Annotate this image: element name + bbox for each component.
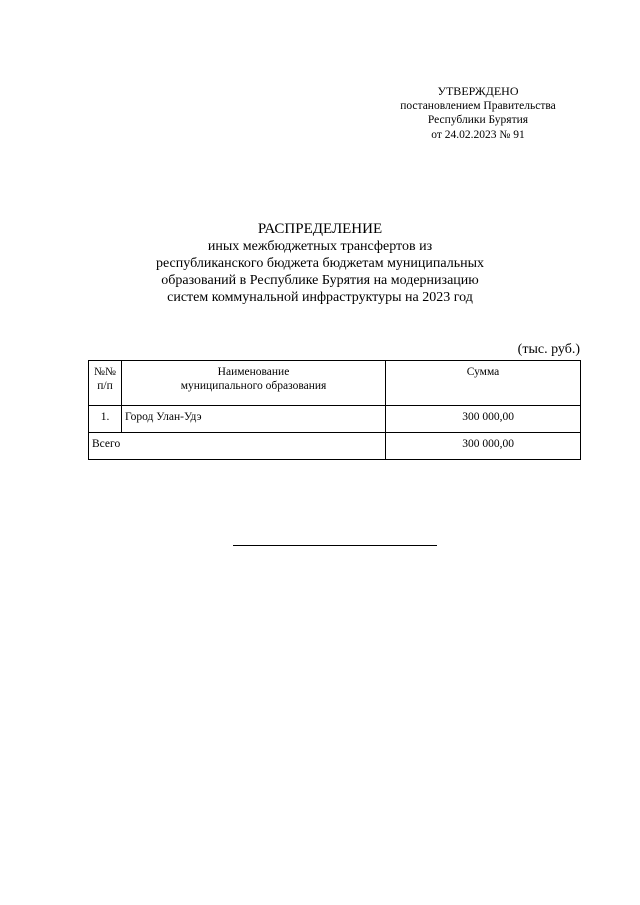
approval-line: постановлением Правительства — [400, 99, 556, 112]
header-number: №№ п/п — [89, 361, 122, 406]
document-subtitle-line: систем коммунальной инфраструктуры на 2023 год — [167, 290, 473, 305]
header-name: Наименование муниципального образования — [122, 361, 386, 406]
table-total-row — [89, 433, 581, 460]
approval-stamp — [380, 84, 576, 142]
approval-heading: УТВЕРЖДЕНО — [437, 84, 519, 98]
distribution-table — [88, 360, 581, 460]
table-row — [89, 406, 581, 433]
row-number: 1. — [89, 406, 122, 433]
table-header-row — [89, 361, 581, 406]
document-title: РАСПРЕДЕЛЕНИЕ — [257, 221, 383, 237]
document-subtitle-line: образований в Республике Бурятия на модернизацию — [161, 273, 479, 288]
total-sum: 300 000,00 — [386, 433, 581, 460]
approval-line: Республики Бурятия — [427, 114, 529, 126]
document-subtitle-line: республиканского бюджета бюджетам муниципальных — [155, 256, 484, 271]
document-subtitle-line: иных межбюджетных трансфертов из — [207, 239, 433, 254]
row-name: Город Улан-Удэ — [122, 406, 386, 433]
approval-date: от 24.02.2023 № 91 — [431, 128, 525, 141]
header-sum: Сумма — [386, 361, 581, 406]
document-heading — [100, 221, 540, 306]
end-separator-line — [233, 545, 437, 546]
total-label: Всего — [89, 433, 386, 460]
units-label: (тыс. руб.) — [517, 342, 580, 357]
row-sum: 300 000,00 — [386, 406, 581, 433]
